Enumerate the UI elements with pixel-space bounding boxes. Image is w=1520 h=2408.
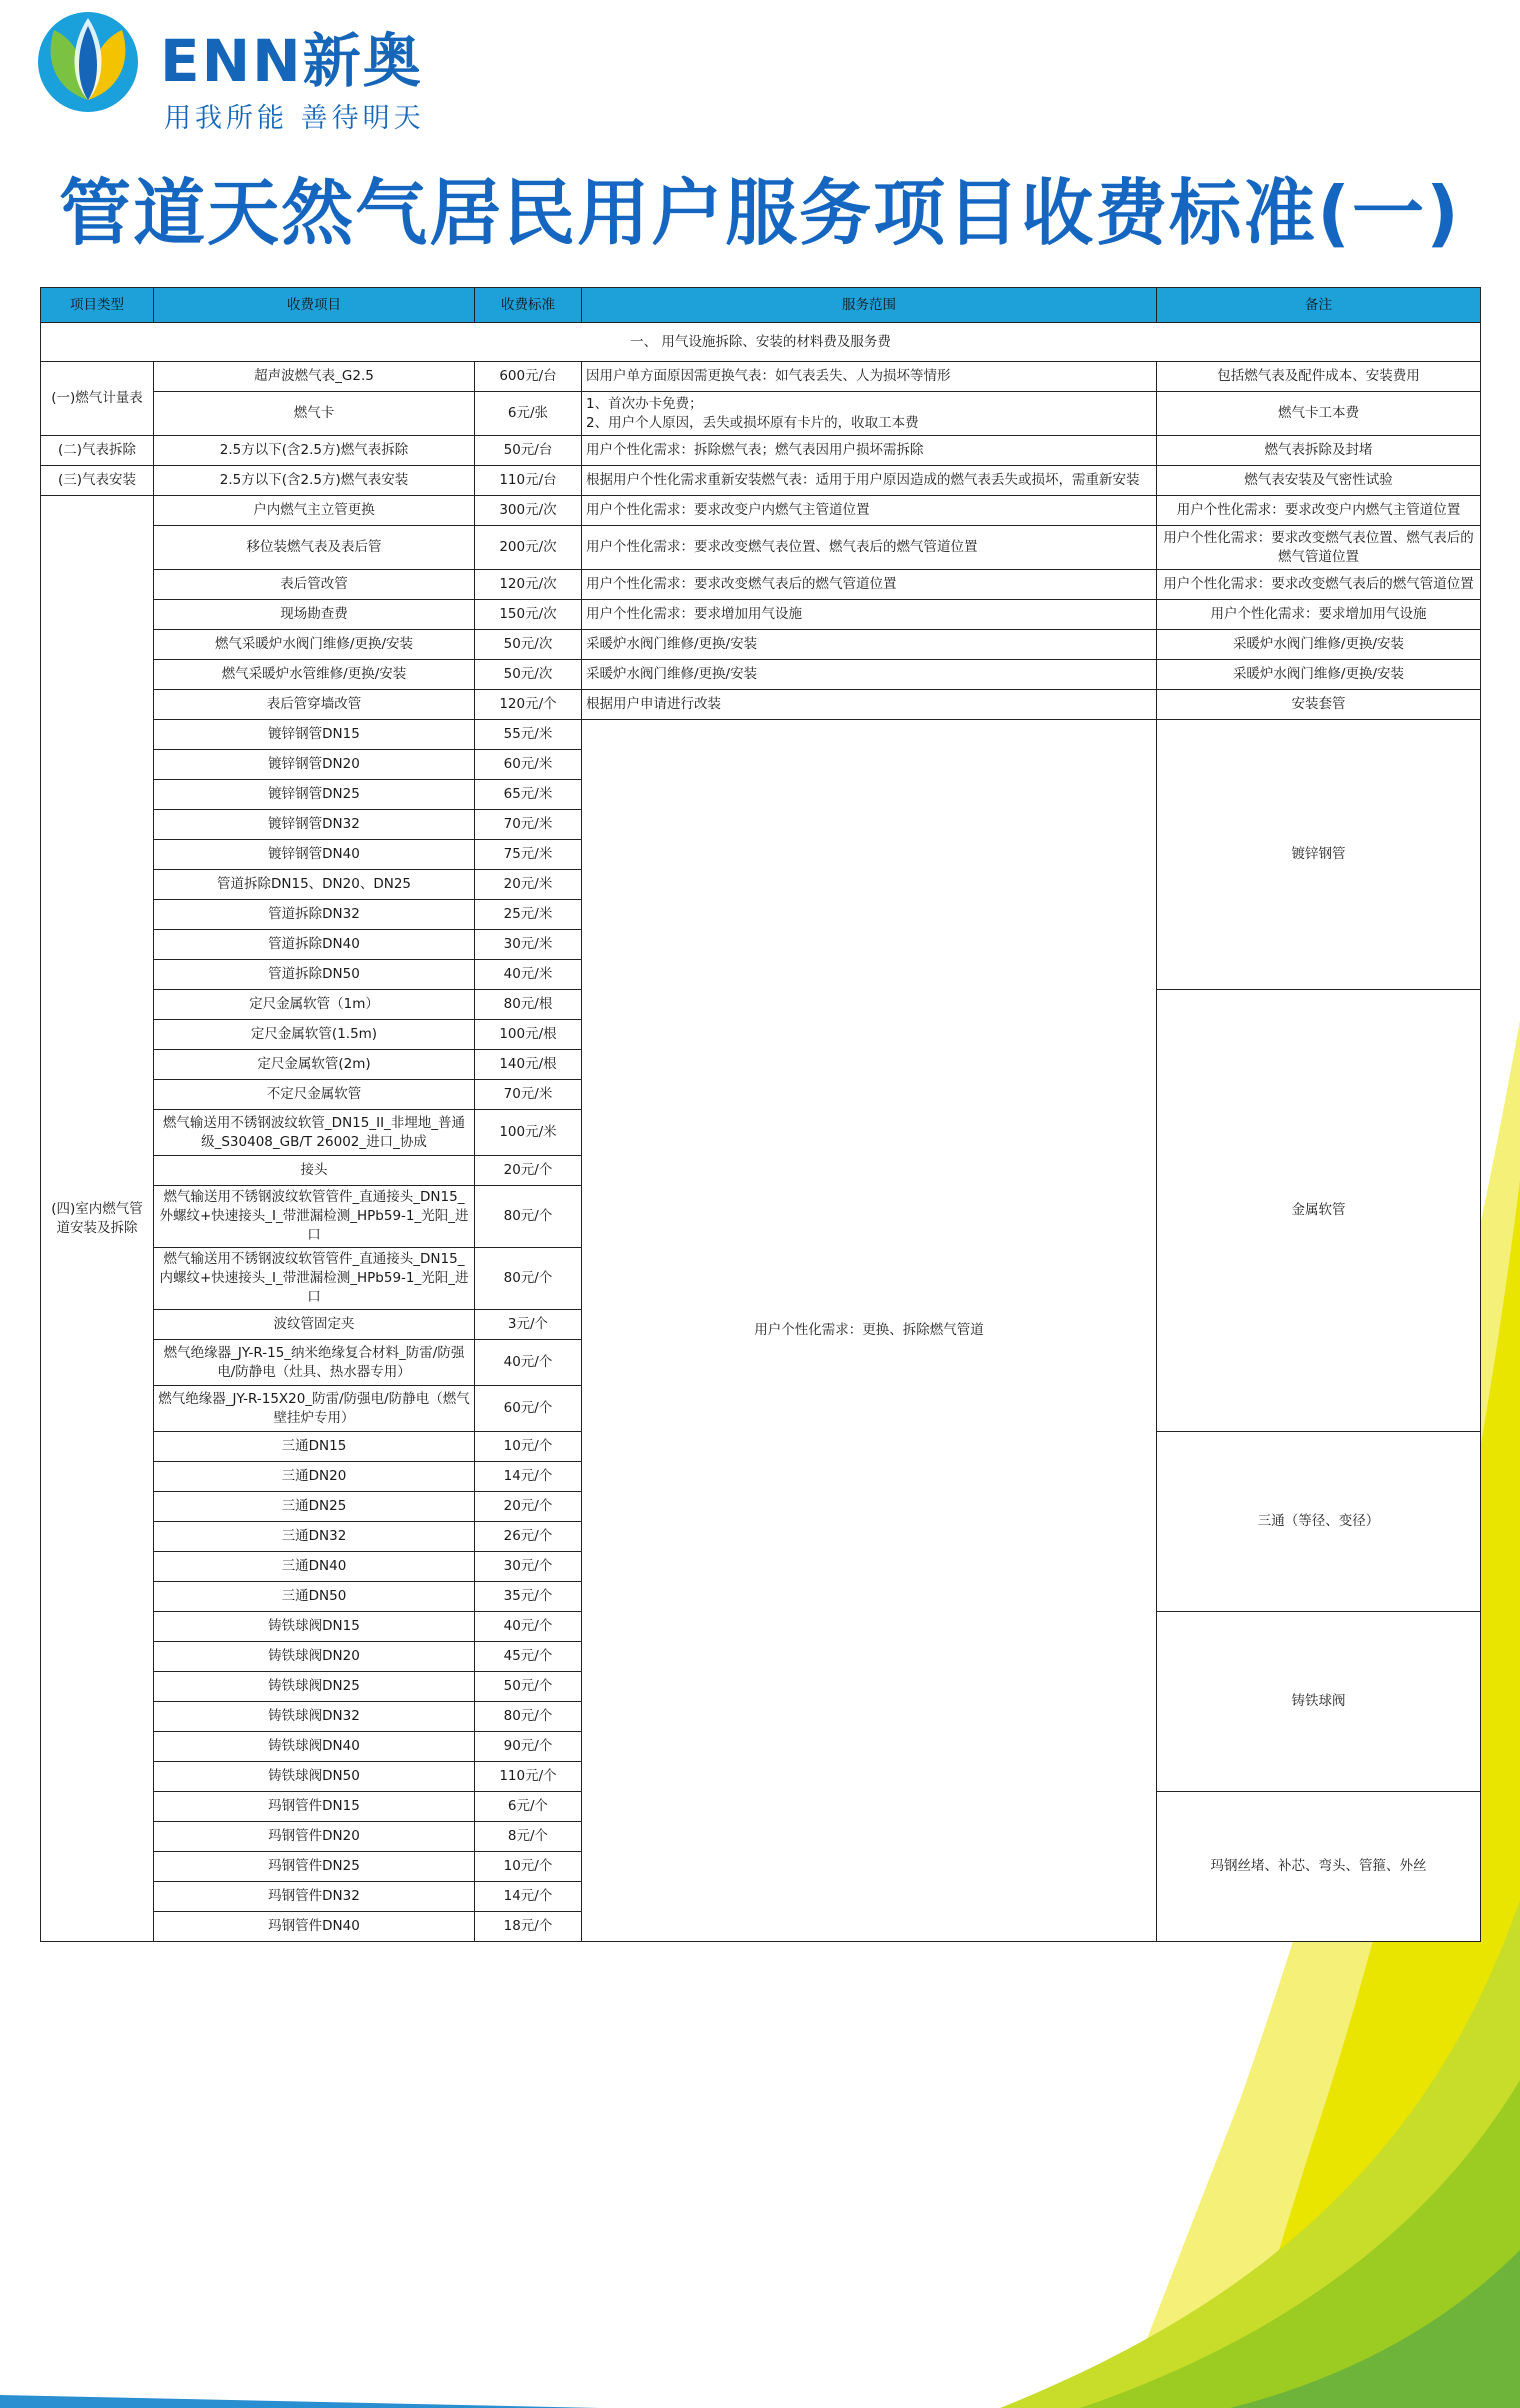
price-cell: 75元/米 (475, 840, 582, 870)
price-cell: 40元/个 (475, 1612, 582, 1642)
section-title: 一、 用气设施拆除、安装的材料费及服务费 (41, 323, 1481, 362)
price-cell: 14元/个 (475, 1462, 582, 1492)
scope-cell: 用户个性化需求：要求改变户内燃气主管道位置 (582, 496, 1157, 526)
item-cell: 玛钢管件DN20 (154, 1822, 475, 1852)
price-cell: 80元/个 (475, 1248, 582, 1310)
note-cell: 采暖炉水阀门维修/更换/安装 (1157, 630, 1481, 660)
enn-logo-icon (36, 10, 140, 114)
item-cell: 波纹管固定夹 (154, 1310, 475, 1340)
header-scope: 服务范围 (582, 288, 1157, 323)
price-cell: 60元/米 (475, 750, 582, 780)
note-block-cell: 铸铁球阀 (1157, 1612, 1481, 1792)
scope-cell: 用户个性化需求：要求增加用气设施 (582, 600, 1157, 630)
price-cell: 50元/次 (475, 660, 582, 690)
scope-cell: 1、首次办卡免费； 2、用户个人原因，丢失或损坏原有卡片的，收取工本费 (582, 392, 1157, 436)
scope-cell: 根据用户个性化需求重新安装燃气表：适用于用户原因造成的燃气表丢失或损坏，需重新安装 (582, 466, 1157, 496)
price-cell: 120元/个 (475, 690, 582, 720)
item-cell: 镀锌钢管DN25 (154, 780, 475, 810)
price-cell: 80元/个 (475, 1186, 582, 1248)
note-block-cell: 三通（等径、变径） (1157, 1432, 1481, 1612)
item-cell: 表后管穿墙改管 (154, 690, 475, 720)
scope-cell: 用户个性化需求：拆除燃气表；燃气表因用户损坏需拆除 (582, 436, 1157, 466)
item-cell: 表后管改管 (154, 570, 475, 600)
note-cell: 用户个性化需求：要求改变户内燃气主管道位置 (1157, 496, 1481, 526)
table-header-row (41, 288, 1481, 323)
price-cell: 3元/个 (475, 1310, 582, 1340)
type-cell: (一)燃气计量表 (41, 362, 154, 436)
item-cell: 户内燃气主立管更换 (154, 496, 475, 526)
table-row (41, 660, 1481, 690)
table-row (41, 362, 1481, 392)
item-cell: 现场勘查费 (154, 600, 475, 630)
brand-name: ENN新奥 (160, 27, 423, 95)
item-cell: 三通DN15 (154, 1432, 475, 1462)
item-cell: 燃气输送用不锈钢波纹软管管件_直通接头_DN15_内螺纹+快速接头_I_带泄漏检测_HPb59-1_光阳_进口 (154, 1248, 475, 1310)
price-cell: 55元/米 (475, 720, 582, 750)
note-cell: 燃气表拆除及封堵 (1157, 436, 1481, 466)
table-row (41, 526, 1481, 570)
item-cell: 铸铁球阀DN40 (154, 1732, 475, 1762)
price-cell: 140元/根 (475, 1050, 582, 1080)
price-cell: 40元/个 (475, 1340, 582, 1386)
item-cell: 2.5方以下(含2.5方)燃气表安装 (154, 466, 475, 496)
price-cell: 50元/台 (475, 436, 582, 466)
price-cell: 50元/个 (475, 1672, 582, 1702)
page-title: 管道天然气居民用户服务项目收费标准(一) (59, 171, 1461, 255)
item-cell: 三通DN40 (154, 1552, 475, 1582)
item-cell: 三通DN32 (154, 1522, 475, 1552)
price-cell: 80元/个 (475, 1702, 582, 1732)
price-cell: 200元/次 (475, 526, 582, 570)
item-cell: 镀锌钢管DN20 (154, 750, 475, 780)
item-cell: 铸铁球阀DN15 (154, 1612, 475, 1642)
table-row (41, 720, 1481, 750)
item-cell: 铸铁球阀DN25 (154, 1672, 475, 1702)
item-cell: 燃气卡 (154, 392, 475, 436)
price-cell: 45元/个 (475, 1642, 582, 1672)
section-row (41, 323, 1481, 362)
header-price: 收费标准 (475, 288, 582, 323)
price-cell: 80元/根 (475, 990, 582, 1020)
price-cell: 20元/米 (475, 870, 582, 900)
page-header (0, 0, 1520, 255)
scope-cell: 根据用户申请进行改装 (582, 690, 1157, 720)
header-item: 收费项目 (154, 288, 475, 323)
price-cell: 90元/个 (475, 1732, 582, 1762)
item-cell: 定尺金属软管(2m) (154, 1050, 475, 1080)
item-cell: 燃气采暖炉水管维修/更换/安装 (154, 660, 475, 690)
table-row (41, 436, 1481, 466)
price-cell: 120元/次 (475, 570, 582, 600)
merged-scope-cell: 用户个性化需求：更换、拆除燃气管道 (582, 720, 1157, 1942)
scope-cell: 因用户单方面原因需更换气表：如气表丢失、人为损坏等情形 (582, 362, 1157, 392)
note-cell: 用户个性化需求：要求增加用气设施 (1157, 600, 1481, 630)
item-cell: 移位装燃气表及表后管 (154, 526, 475, 570)
item-cell: 镀锌钢管DN40 (154, 840, 475, 870)
item-cell: 铸铁球阀DN32 (154, 1702, 475, 1732)
price-cell: 100元/米 (475, 1110, 582, 1156)
price-cell: 8元/个 (475, 1822, 582, 1852)
item-cell: 铸铁球阀DN50 (154, 1762, 475, 1792)
price-cell: 150元/次 (475, 600, 582, 630)
header-type: 项目类型 (41, 288, 154, 323)
note-cell: 用户个性化需求：要求改变燃气表后的燃气管道位置 (1157, 570, 1481, 600)
scope-cell: 用户个性化需求：要求改变燃气表位置、燃气表后的燃气管道位置 (582, 526, 1157, 570)
scope-cell: 采暖炉水阀门维修/更换/安装 (582, 660, 1157, 690)
price-cell: 26元/个 (475, 1522, 582, 1552)
item-cell: 管道拆除DN50 (154, 960, 475, 990)
item-cell: 管道拆除DN32 (154, 900, 475, 930)
price-cell: 6元/张 (475, 392, 582, 436)
item-cell: 玛钢管件DN40 (154, 1912, 475, 1942)
price-cell: 30元/个 (475, 1552, 582, 1582)
item-cell: 镀锌钢管DN32 (154, 810, 475, 840)
note-block-cell: 金属软管 (1157, 990, 1481, 1432)
table-row (41, 570, 1481, 600)
scope-cell: 用户个性化需求：要求改变燃气表后的燃气管道位置 (582, 570, 1157, 600)
item-cell: 燃气绝缘器_JY-R-15X20_防雷/防强电/防静电（燃气壁挂炉专用） (154, 1386, 475, 1432)
price-cell: 20元/个 (475, 1492, 582, 1522)
price-cell: 110元/台 (475, 466, 582, 496)
price-cell: 35元/个 (475, 1582, 582, 1612)
item-cell: 超声波燃气表_G2.5 (154, 362, 475, 392)
note-block-cell: 镀锌钢管 (1157, 720, 1481, 990)
price-cell: 20元/个 (475, 1156, 582, 1186)
item-cell: 燃气输送用不锈钢波纹软管管件_直通接头_DN15_外螺纹+快速接头_I_带泄漏检测_HPb59-1_光阳_进口 (154, 1186, 475, 1248)
price-cell: 40元/米 (475, 960, 582, 990)
item-cell: 三通DN50 (154, 1582, 475, 1612)
price-cell: 70元/米 (475, 1080, 582, 1110)
price-cell: 10元/个 (475, 1852, 582, 1882)
price-cell: 14元/个 (475, 1882, 582, 1912)
table-row (41, 466, 1481, 496)
note-cell: 采暖炉水阀门维修/更换/安装 (1157, 660, 1481, 690)
brand-slogan: 用我所能 善待明天 (164, 103, 425, 134)
item-cell: 接头 (154, 1156, 475, 1186)
price-cell: 60元/个 (475, 1386, 582, 1432)
table-row (41, 690, 1481, 720)
price-cell: 25元/米 (475, 900, 582, 930)
type-cell: (三)气表安装 (41, 466, 154, 496)
item-cell: 三通DN20 (154, 1462, 475, 1492)
header-note: 备注 (1157, 288, 1481, 323)
item-cell: 铸铁球阀DN20 (154, 1642, 475, 1672)
type-cell: (二)气表拆除 (41, 436, 154, 466)
table-row (41, 630, 1481, 660)
scope-cell: 采暖炉水阀门维修/更换/安装 (582, 630, 1157, 660)
note-cell: 包括燃气表及配件成本、安装费用 (1157, 362, 1481, 392)
price-cell: 50元/次 (475, 630, 582, 660)
table-row (41, 392, 1481, 436)
item-cell: 燃气绝缘器_JY-R-15_纳米绝缘复合材料_防雷/防强电/防静电（灶具、热水器专用） (154, 1340, 475, 1386)
item-cell: 三通DN25 (154, 1492, 475, 1522)
item-cell: 定尺金属软管（1m） (154, 990, 475, 1020)
table-row (41, 600, 1481, 630)
note-cell: 用户个性化需求：要求改变燃气表位置、燃气表后的燃气管道位置 (1157, 526, 1481, 570)
item-cell: 2.5方以下(含2.5方)燃气表拆除 (154, 436, 475, 466)
item-cell: 管道拆除DN40 (154, 930, 475, 960)
price-cell: 100元/根 (475, 1020, 582, 1050)
price-cell: 600元/台 (475, 362, 582, 392)
item-cell: 玛钢管件DN32 (154, 1882, 475, 1912)
note-cell: 燃气卡工本费 (1157, 392, 1481, 436)
note-block-cell: 玛钢丝堵、补芯、弯头、管箍、外丝 (1157, 1792, 1481, 1942)
price-cell: 10元/个 (475, 1432, 582, 1462)
table-row (41, 496, 1481, 526)
price-cell: 70元/米 (475, 810, 582, 840)
price-cell: 110元/个 (475, 1762, 582, 1792)
item-cell: 燃气采暖炉水阀门维修/更换/安装 (154, 630, 475, 660)
note-cell: 燃气表安装及气密性试验 (1157, 466, 1481, 496)
item-cell: 燃气输送用不锈钢波纹软管_DN15_II_非埋地_普通级_S30408_GB/T 26002_进口_协成 (154, 1110, 475, 1156)
item-cell: 管道拆除DN15、DN20、DN25 (154, 870, 475, 900)
price-cell: 6元/个 (475, 1792, 582, 1822)
item-cell: 镀锌钢管DN15 (154, 720, 475, 750)
note-cell: 安装套管 (1157, 690, 1481, 720)
price-cell: 30元/米 (475, 930, 582, 960)
price-cell: 300元/次 (475, 496, 582, 526)
item-cell: 不定尺金属软管 (154, 1080, 475, 1110)
item-cell: 玛钢管件DN15 (154, 1792, 475, 1822)
table-body (41, 323, 1481, 1942)
item-cell: 定尺金属软管(1.5m) (154, 1020, 475, 1050)
fee-table (40, 287, 1481, 1942)
price-cell: 18元/个 (475, 1912, 582, 1942)
type-cell: (四)室内燃气管道安装及拆除 (41, 496, 154, 1942)
price-cell: 65元/米 (475, 780, 582, 810)
item-cell: 玛钢管件DN25 (154, 1852, 475, 1882)
